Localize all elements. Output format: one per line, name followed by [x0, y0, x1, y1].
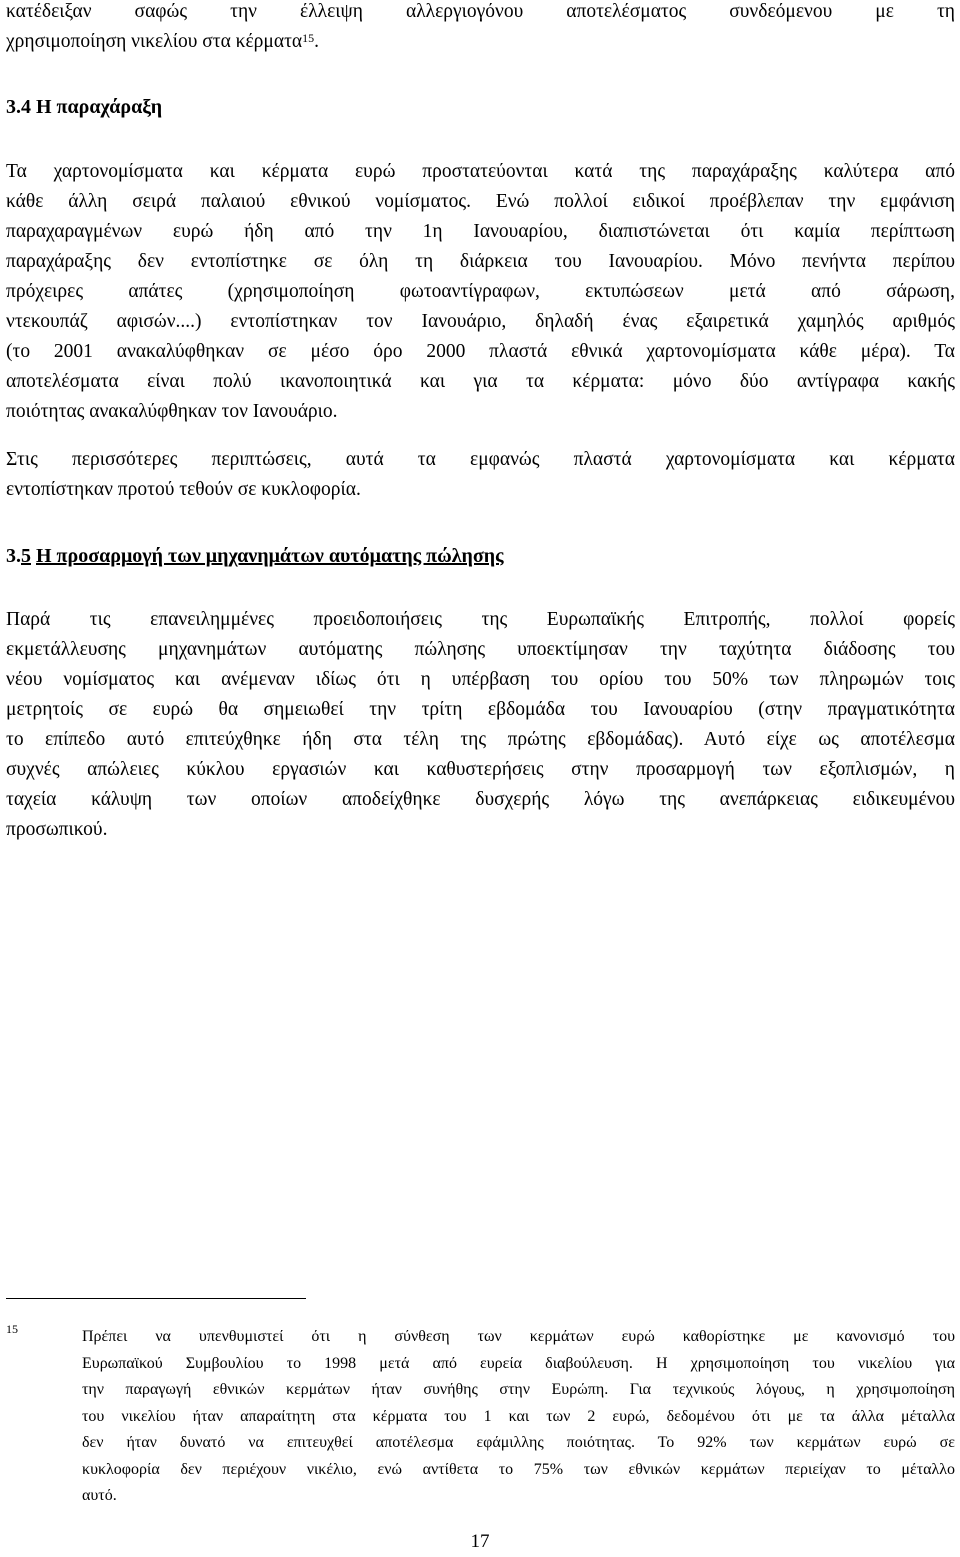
footnote-text [82, 1324, 955, 1510]
text-line: ποιότητας ανακαλύφθηκαν τον Ιανουάριο. [6, 401, 338, 422]
footnote-line: Ευρωπαϊκού Συμβουλίου το 1998 μετά από ευρεία διαβούλευση. Η χρησιμοποίηση του νικελίου για [82, 1354, 955, 1372]
footnote-line: δεν ήταν δυνατό να επιτευχθεί αποτέλεσμα εφάμιλλης ποιότητας. Το 92% των κερμάτων ευρώ σε [82, 1434, 955, 1451]
paragraph-vending-machines [6, 605, 955, 845]
page-number: 17 [470, 1531, 490, 1552]
intro-line-2 [6, 27, 955, 57]
footnote-line: Πρέπει να υπενθυμιστεί ότι η σύνθεση των κερμάτων ευρώ καθορίστηκε με κανονισμό του [82, 1328, 955, 1345]
footnote-number: 15 [6, 1322, 18, 1336]
paragraph-detection [6, 445, 955, 505]
footnote-line: του νικελίου ήταν απαραίτητη στα κέρματα του 1 και των 2 ευρώ, δεδομένου ότι με τα άλλα μέταλλα [82, 1407, 955, 1425]
section-title: Η παραχάραξη [36, 96, 163, 118]
intro-line-2-text: χρησιμοποίηση νικελίου στα κέρματα [6, 31, 303, 52]
intro-line-1: κατέδειξαν σαφώς την έλλειψη αλλεργιογόνου αποτελέσματος συνδεόμενου με τη [6, 1, 955, 22]
footnote-separator [6, 1298, 306, 1299]
section-heading-3-5 [6, 541, 504, 571]
footnote-reference[interactable]: 15 [302, 31, 315, 45]
text-line: νέου νομίσματος και ανέμεναν ιδίως ότι η υπέρβαση του ορίου του 50% των πληρωμών τοις [6, 669, 955, 690]
section-number: 3.4 [6, 96, 31, 118]
text-line: αποτελέσματα είναι πολύ ικανοποιητικά και για τα κέρματα: μόνο δύο αντίγραφα κακής [6, 371, 955, 392]
intro-line-2-tail: . [314, 31, 320, 52]
text-line: πρόχειρες απάτες (χρησιμοποίηση φωτοαντίγραφων, εκτυπώσεων μετά από σάρωση, [6, 281, 955, 302]
text-line: συχνές απώλειες κύκλου εργασιών και καθυστερήσεις στην προσαρμογή των εξοπλισμών, η [6, 759, 955, 780]
text-line: εκμετάλλευσης μηχανημάτων αυτόματης πώλησης υποεκτίμησαν την ταχύτητα διάδοσης του [6, 639, 955, 660]
text-line: παραχαραγμένων ευρώ ήδη από την 1η Ιανουαρίου, διαπιστώνεται ότι καμία περίπτωση [6, 221, 955, 242]
footnote-line: κυκλοφορία δεν περιέχουν νικέλιο, ενώ αντίθετα το 75% των εθνικών κερμάτων περιείχαν το μέταλλο [82, 1460, 955, 1478]
text-line: προσωπικού. [6, 819, 108, 840]
text-line: κάθε άλλη σειρά παλαιού εθνικού νομίσματος. Ενώ πολλοί ειδικοί προέβλεπαν την εμφάνιση [6, 191, 955, 212]
section-title: Η προσαρμογή των μηχανημάτων αυτόματης πώλησης [36, 545, 504, 567]
footnote-line: την παραγωγή εθνικών κερμάτων ήταν συνήθης στην Ευρώπη. Για τεχνικούς λόγους, η χρησιμοποίηση [82, 1381, 955, 1398]
section-number-underlined: 5 [21, 545, 31, 567]
paragraph-counterfeiting [6, 157, 955, 427]
text-line: Παρά τις επανειλημμένες προειδοποιήσεις της Ευρωπαϊκής Επιτροπής, πολλοί φορείς [6, 609, 955, 630]
text-line: ταχεία κάλυψη των οποίων αποδείχθηκε δυσχερής λόγω της ανεπάρκειας ειδικευμένου [6, 789, 955, 810]
intro-paragraph [6, 0, 955, 57]
text-line: (το 2001 ανακαλύφθηκαν σε μέσο όρο 2000 πλαστά εθνικά χαρτονομίσματα κάθε μέρα). Τα [6, 341, 955, 362]
section-heading-3-4 [6, 92, 162, 122]
text-line: μετρητοίς σε ευρώ θα σημειωθεί την τρίτη εβδομάδα του Ιανουαρίου (στην πραγματικότητα [6, 699, 955, 720]
footnote-line: αυτό. [82, 1487, 117, 1504]
text-line: Στις περισσότερες περιπτώσεις, αυτά τα εμφανώς πλαστά χαρτονομίσματα και κέρματα [6, 449, 955, 470]
text-line: ντεκουπάζ αφισών....) εντοπίστηκαν τον Ιανουάριο, δηλαδή ένας εξαιρετικά χαμηλός αριθμός [6, 311, 955, 332]
text-line: εντοπίστηκαν προτού τεθούν σε κυκλοφορία. [6, 479, 361, 500]
text-line: το επίπεδο αυτό επιτεύχθηκε ήδη στα τέλη της πρώτης εβδομάδας). Αυτό είχε ως αποτέλεσμα [6, 729, 955, 750]
section-number-plain: 3. [6, 545, 21, 567]
text-line: παραχάραξης δεν εντοπίστηκε σε όλη τη διάρκεια του Ιανουαρίου. Μόνο πενήντα περίπου [6, 251, 955, 272]
text-line: Τα χαρτονομίσματα και κέρματα ευρώ προστατεύονται κατά της παραχάραξης καλύτερα από [6, 161, 955, 182]
